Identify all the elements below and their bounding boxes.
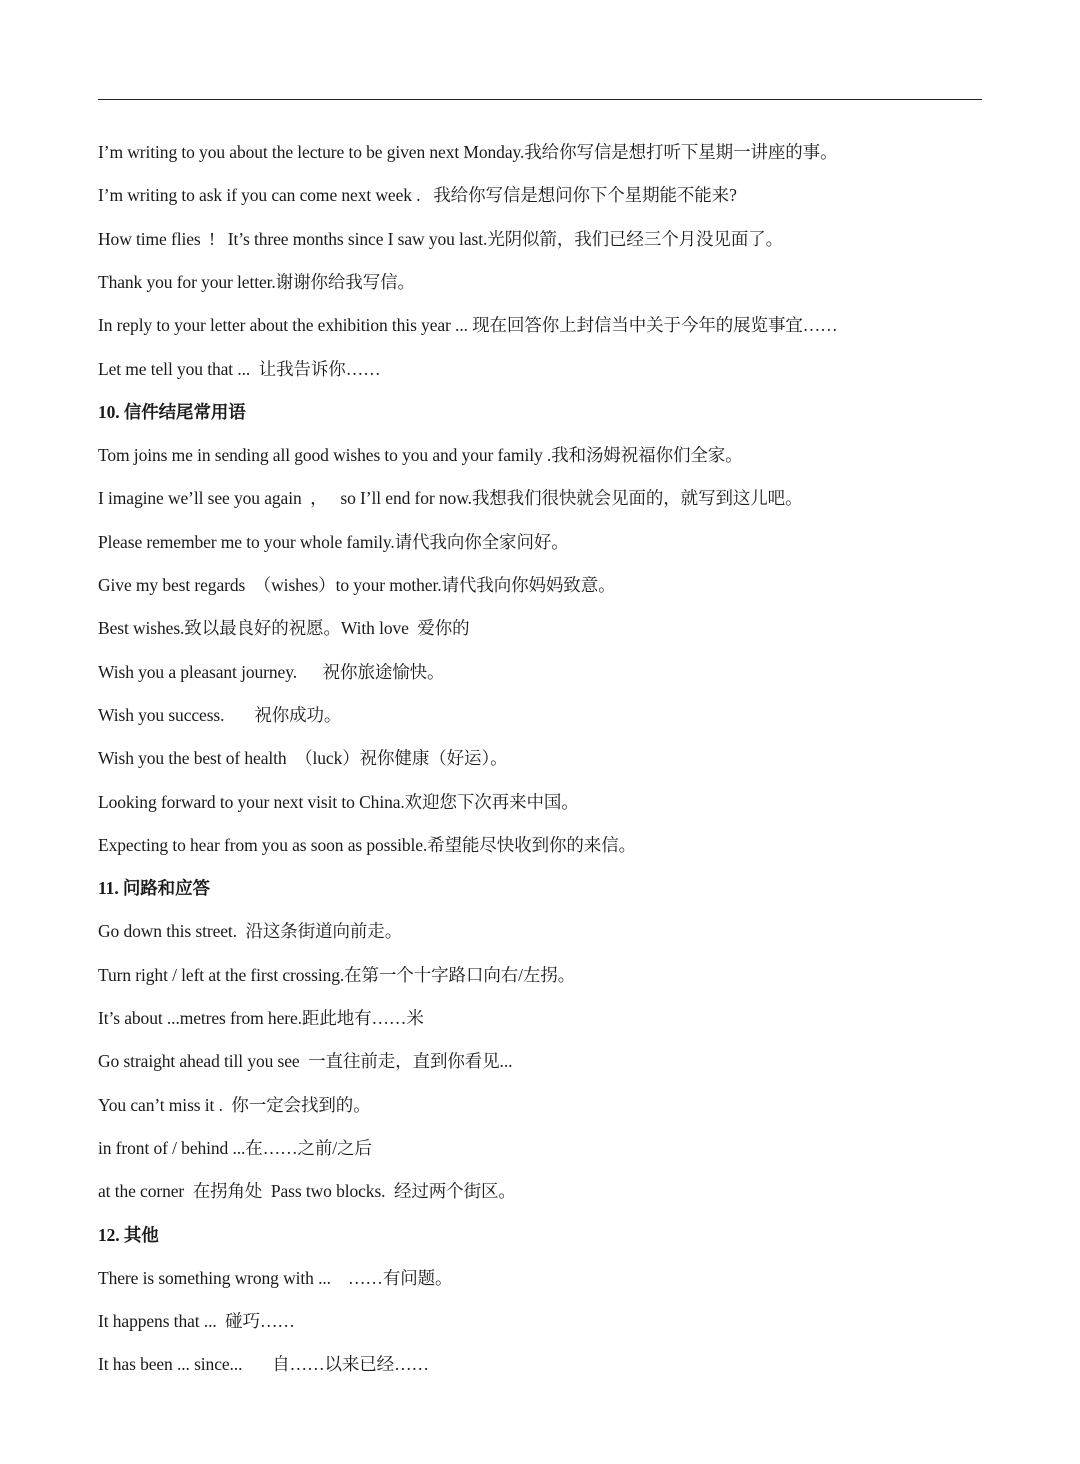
- text-line-28: It happens that ... 碰巧……: [98, 1311, 295, 1331]
- text-line-12: Best wishes.致以最良好的祝愿。With love 爱你的: [98, 618, 470, 638]
- text-line-2: I’m writing to ask if you can come next week . 我给你写信是想问你下个星期能不能来?: [98, 185, 737, 205]
- text-line-21: It’s about ...metres from here.距此地有……米: [98, 1008, 424, 1028]
- text-line-9: I imagine we’ll see you again ， so I’ll end for now.我想我们很快就会见面的，就写到这儿吧。: [98, 488, 803, 508]
- section-heading-10: 10. 信件结尾常用语: [98, 402, 246, 422]
- text-line-1: I’m writing to you about the lecture to be given next Monday.我给你写信是想打听下星期一讲座的事。: [98, 142, 838, 162]
- text-line-14: Wish you success. 祝你成功。: [98, 705, 342, 725]
- text-line-10: Please remember me to your whole family.请代我向你全家问好。: [98, 532, 569, 552]
- text-line-22: Go straight ahead till you see 一直往前走，直到你看见...: [98, 1051, 513, 1071]
- text-line-4: Thank you for your letter.谢谢你给我写信。: [98, 272, 415, 292]
- text-line-6: Let me tell you that ... 让我告诉你……: [98, 359, 381, 379]
- text-line-17: Expecting to hear from you as soon as possible.希望能尽快收到你的来信。: [98, 835, 636, 855]
- text-line-11: Give my best regards （wishes）to your mother.请代我向你妈妈致意。: [98, 575, 616, 595]
- text-line-20: Turn right / left at the first crossing.在第一个十字路口向右/左拐。: [98, 965, 576, 985]
- text-line-5: In reply to your letter about the exhibition this year ... 现在回答你上封信当中关于今年的展览事宜……: [98, 315, 838, 335]
- text-line-23: You can’t miss it . 你一定会找到的。: [98, 1095, 371, 1115]
- section-heading-11: 11. 问路和应答: [98, 878, 210, 898]
- text-line-27: There is something wrong with ... ……有问题。: [98, 1268, 453, 1288]
- text-line-15: Wish you the best of health （luck）祝你健康（好运）。: [98, 748, 508, 768]
- text-line-16: Looking forward to your next visit to China.欢迎您下次再来中国。: [98, 792, 579, 812]
- text-line-24: in front of / behind ...在……之前/之后: [98, 1138, 372, 1158]
- text-line-19: Go down this street. 沿这条街道向前走。: [98, 921, 403, 941]
- text-line-25: at the corner 在拐角处 Pass two blocks. 经过两个街区。: [98, 1181, 516, 1201]
- section-heading-12: 12. 其他: [98, 1225, 159, 1245]
- text-line-29: It has been ... since... 自……以来已经……: [98, 1354, 429, 1374]
- text-line-13: Wish you a pleasant journey. 祝你旅途愉快。: [98, 662, 445, 682]
- text-line-8: Tom joins me in sending all good wishes to you and your family .我和汤姆祝福你们全家。: [98, 445, 743, 465]
- text-line-3: How time flies ! It’s three months since I saw you last.光阴似箭，我们已经三个月没见面了。: [98, 229, 784, 249]
- top-rule: [98, 99, 982, 100]
